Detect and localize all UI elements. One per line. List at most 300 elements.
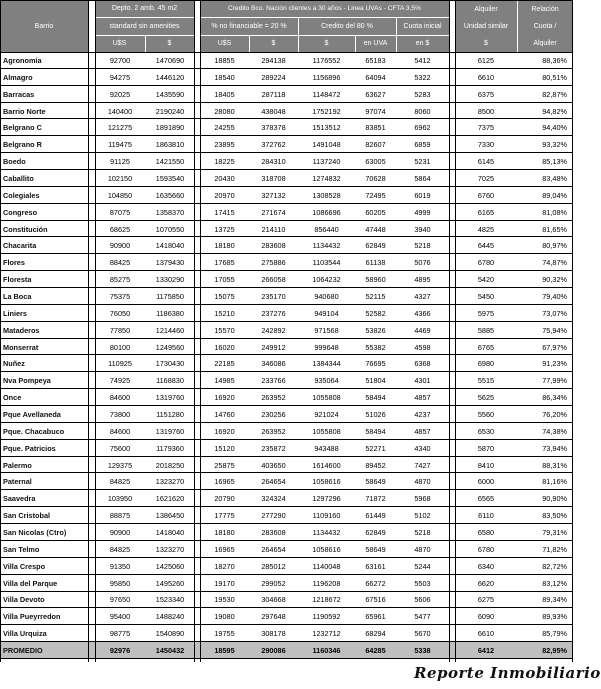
cuota-inicial: 5218	[414, 528, 431, 537]
price-ars: 1863810	[155, 140, 185, 150]
price-ars: 1593540	[155, 173, 185, 183]
alquiler: 6565	[477, 494, 495, 504]
header-divider	[145, 35, 146, 52]
header-depto-subtitle: standard sin amenities	[109, 23, 180, 30]
price-usd: 121275	[107, 123, 133, 133]
barrio-name: Pque. Patricios	[3, 443, 56, 453]
cuota-inicial: 5231	[414, 157, 431, 167]
barrio-name: San Cristobal	[3, 511, 51, 521]
column-rule	[194, 0, 195, 662]
price-ars: 1179360	[156, 443, 184, 453]
alquiler: 8500	[477, 106, 495, 116]
price-usd: 91125	[110, 157, 130, 167]
cuota-inicial: 4237	[414, 409, 431, 419]
table-row	[0, 440, 573, 457]
price-usd: 88875	[109, 511, 131, 521]
column-rule	[0, 0, 1, 662]
header-relacion-line1: Relación	[531, 6, 559, 13]
credito-ars: 1160346	[312, 646, 341, 656]
price-usd: 103950	[107, 494, 133, 504]
anticipo-usd: 17685	[214, 258, 235, 268]
table-row	[0, 490, 573, 507]
credito-ars: 1137240	[312, 157, 341, 167]
anticipo-usd: 18180	[214, 241, 235, 251]
relacion: 89,04%	[542, 190, 567, 200]
header-credito-bg	[200, 0, 449, 52]
alquiler: 6340	[477, 561, 495, 571]
credito-uva: 64285	[365, 646, 386, 656]
cuota-inicial: 5076	[414, 258, 431, 268]
price-ars: 1891890	[155, 123, 185, 133]
barrio-name: La Boca	[3, 291, 32, 301]
credito-uva: 53826	[365, 325, 386, 335]
price-ars: 1418040	[155, 241, 185, 251]
price-usd: 84825	[109, 544, 131, 554]
cuota-inicial: 4999	[414, 207, 431, 217]
anticipo-ars: 249912	[261, 342, 286, 352]
credito-uva: 62849	[365, 528, 386, 537]
relacion: 83,50%	[542, 511, 567, 521]
price-usd: 87075	[109, 207, 131, 217]
barrio-name: Pque Avellaneda	[3, 409, 61, 419]
table-row	[0, 474, 573, 491]
barrio-name: Chacarita	[3, 241, 37, 251]
column-rule	[200, 0, 201, 662]
credito-uva: 47448	[365, 224, 386, 234]
anticipo-usd: 19530	[214, 595, 235, 605]
credito-uva: 72495	[365, 190, 386, 200]
alquiler: 5420	[477, 275, 495, 285]
credito-uva: 60205	[365, 207, 386, 217]
credito-ars: 1058616	[312, 544, 341, 554]
table-row	[0, 389, 573, 406]
price-usd: 84600	[109, 393, 131, 403]
table-row	[0, 103, 573, 120]
price-ars: 1425060	[155, 561, 185, 571]
alquiler: 6610	[477, 72, 495, 82]
credito-uva: 61138	[365, 258, 386, 268]
price-ars: 1168830	[156, 376, 184, 386]
price-usd: 76050	[109, 308, 131, 318]
price-ars: 1175850	[156, 291, 184, 301]
credito-ars: 1384344	[312, 359, 341, 369]
header-no-financiable: % no financiable = 20 %	[211, 23, 287, 30]
price-usd: 94275	[109, 72, 131, 82]
header-alquiler-line2: Unidad similar	[463, 23, 509, 30]
credito-ars: 940680	[314, 291, 339, 301]
price-usd: 95850	[109, 578, 131, 588]
relacion: 82,95%	[542, 646, 567, 656]
table-row	[0, 119, 573, 136]
credito-ars: 1491048	[312, 140, 341, 150]
cuota-inicial: 5283	[414, 89, 431, 99]
alquiler: 8410	[477, 460, 495, 470]
alquiler: 6445	[477, 241, 495, 251]
credito-ars: 1196208	[312, 578, 341, 588]
credito-ars: 1134432	[312, 528, 341, 537]
price-usd: 129375	[107, 460, 133, 470]
credito-uva: 63005	[365, 157, 386, 167]
header-us2: U$S	[217, 40, 232, 47]
cuota-inicial: 4469	[414, 325, 431, 335]
price-ars: 1470690	[155, 55, 185, 65]
price-ars: 1186380	[156, 308, 184, 318]
header-divider	[517, 0, 518, 52]
alquiler: 6000	[477, 477, 495, 487]
table-row	[0, 86, 573, 103]
table-row	[0, 187, 573, 204]
relacion: 81,16%	[542, 477, 567, 487]
table-row	[0, 221, 573, 238]
relacion: 74,38%	[542, 426, 567, 436]
relacion: 94,40%	[542, 123, 567, 133]
credito-ars: 921024	[314, 409, 339, 419]
anticipo-usd: 19755	[214, 629, 235, 639]
credito-uva: 97074	[365, 106, 386, 116]
column-rule	[455, 0, 456, 662]
relacion: 83,12%	[542, 578, 567, 588]
credito-ars: 1513512	[312, 123, 341, 133]
credito-uva: 65183	[365, 55, 386, 65]
credito-ars: 1055808	[312, 426, 341, 436]
anticipo-ars: 230256	[261, 409, 286, 419]
alquiler: 6765	[477, 342, 495, 352]
header-credito-title: Credito Bco. Nación clientes a 30 años - Linea UVAs - CFTA 3,5%	[228, 5, 421, 12]
relacion: 75,94%	[542, 325, 567, 335]
credito-uva: 63627	[365, 89, 386, 99]
table-row	[0, 69, 573, 86]
anticipo-usd: 18405	[214, 89, 235, 99]
price-usd: 98775	[109, 629, 131, 639]
credito-uva: 83851	[365, 123, 386, 133]
price-ars: 1249560	[155, 342, 185, 352]
credito-uva: 55382	[365, 342, 386, 352]
relacion: 89,34%	[542, 595, 567, 605]
table-row	[0, 541, 573, 558]
anticipo-ars: 266058	[261, 275, 286, 285]
alquiler: 6530	[477, 426, 495, 436]
credito-uva: 52271	[365, 443, 386, 453]
alquiler: 5515	[477, 376, 495, 386]
credito-ars: 1156896	[312, 72, 341, 82]
price-usd: 84825	[109, 477, 131, 487]
relacion: 88,36%	[542, 55, 567, 65]
alquiler: 7375	[477, 123, 495, 133]
anticipo-ars: 271674	[261, 207, 286, 217]
credito-uva: 58494	[365, 393, 386, 403]
relacion: 83,48%	[542, 173, 567, 183]
anticipo-ars: 263952	[261, 393, 286, 403]
alquiler: 7025	[477, 173, 495, 183]
price-ars: 1495260	[155, 578, 185, 588]
cuota-inicial: 5322	[414, 72, 431, 82]
alquiler: 6375	[477, 89, 495, 99]
price-ars: 1488240	[155, 612, 185, 622]
credito-ars: 1109160	[312, 511, 341, 521]
credito-uva: 76695	[365, 359, 386, 369]
header-ars1: $	[167, 40, 172, 47]
header-alquiler-line1: Alquiler	[474, 6, 498, 13]
anticipo-usd: 18540	[214, 72, 235, 82]
table-row	[0, 423, 573, 440]
table-row	[0, 136, 573, 153]
cuota-inicial: 4598	[414, 342, 431, 352]
price-usd: 77850	[109, 325, 131, 335]
barrio-name: Colegiales	[3, 190, 40, 200]
header-relacion-line3: Alquiler	[533, 40, 557, 47]
price-ars: 1358370	[155, 207, 185, 217]
credito-ars: 1134432	[312, 241, 341, 251]
cuota-inicial: 4327	[414, 291, 431, 301]
credito-uva: 71872	[365, 494, 386, 504]
table-row	[0, 558, 573, 575]
relacion: 80,97%	[542, 241, 567, 251]
relacion: 88,31%	[542, 460, 567, 470]
anticipo-usd: 17415	[214, 207, 235, 217]
relacion: 79,40%	[542, 291, 567, 301]
anticipo-ars: 233766	[261, 376, 286, 386]
credito-ars: 1752192	[312, 106, 341, 116]
table-row	[0, 254, 573, 271]
cuota-inicial: 4857	[414, 426, 431, 436]
credito-ars: 1055808	[312, 393, 341, 403]
cuota-inicial: 4870	[414, 544, 431, 554]
price-ars: 1621620	[155, 494, 185, 504]
header-rule	[200, 35, 449, 36]
price-usd: 90900	[109, 528, 131, 537]
alquiler: 4825	[477, 224, 495, 234]
relacion: 79,31%	[542, 528, 567, 537]
anticipo-ars: 235872	[261, 443, 286, 453]
anticipo-usd: 18180	[214, 528, 235, 537]
credito-uva: 67516	[365, 595, 386, 605]
price-ars: 1421550	[155, 157, 185, 167]
barrio-name: Once	[3, 393, 22, 403]
anticipo-ars: 284310	[261, 157, 286, 167]
anticipo-usd: 13725	[214, 224, 235, 234]
anticipo-usd: 15570	[214, 325, 235, 335]
anticipo-ars: 327132	[261, 190, 286, 200]
credito-ars: 1308528	[312, 190, 341, 200]
price-ars: 1540890	[155, 629, 185, 639]
cuota-inicial: 4857	[414, 393, 431, 403]
anticipo-ars: 283608	[261, 528, 286, 537]
anticipo-usd: 17055	[214, 275, 235, 285]
cuota-inicial: 5864	[414, 173, 431, 183]
anticipo-usd: 25875	[214, 460, 235, 470]
anticipo-usd: 16965	[214, 544, 235, 554]
barrio-name: Belgrano R	[3, 140, 42, 150]
anticipo-ars: 438048	[261, 106, 286, 116]
alquiler: 6780	[477, 258, 495, 268]
header-barrio: Barrio	[34, 22, 54, 30]
table-row	[0, 339, 573, 356]
price-ars: 1523340	[155, 595, 185, 605]
price-ars: 2190240	[155, 106, 185, 116]
cuota-inicial: 5412	[414, 55, 431, 65]
price-ars: 1435590	[155, 89, 185, 99]
credito-uva: 58649	[365, 544, 386, 554]
anticipo-usd: 28080	[214, 106, 235, 116]
anticipo-usd: 16920	[214, 393, 235, 403]
cuota-inicial: 5968	[414, 494, 431, 504]
barrio-name: Almagro	[3, 72, 33, 82]
barrio-name: Villa del Parque	[3, 578, 58, 588]
anticipo-ars: 242892	[261, 325, 286, 335]
price-usd: 92976	[109, 646, 131, 656]
credito-uva: 51026	[365, 409, 386, 419]
credito-uva: 70628	[365, 173, 386, 183]
table-row	[0, 575, 573, 592]
header-rule	[200, 17, 449, 18]
anticipo-usd: 20790	[214, 494, 235, 504]
relacion: 81,08%	[542, 207, 567, 217]
alquiler: 7330	[477, 140, 495, 150]
alquiler: 5885	[477, 325, 495, 335]
credito-uva: 63161	[365, 561, 386, 571]
credito-uva: 89452	[365, 460, 386, 470]
barrio-name: Villa Crespo	[3, 561, 46, 571]
anticipo-usd: 19170	[214, 578, 235, 588]
relacion: 93,32%	[542, 140, 567, 150]
credito-ars: 1103544	[312, 258, 341, 268]
credito-ars: 1064232	[312, 275, 341, 285]
anticipo-usd: 18855	[214, 55, 235, 65]
anticipo-ars: 346086	[261, 359, 286, 369]
barrio-name: Boedo	[3, 157, 26, 167]
credito-ars: 1614600	[312, 460, 341, 470]
anticipo-usd: 23895	[214, 140, 235, 150]
header-rule	[95, 17, 194, 18]
alquiler: 5625	[477, 393, 495, 403]
table-top-rule	[0, 0, 573, 1]
cuota-inicial: 4340	[414, 443, 431, 453]
barrio-name: Agronomía	[3, 55, 42, 65]
relacion: 89,93%	[542, 612, 567, 622]
column-rule	[449, 0, 450, 662]
price-ars: 1319760	[155, 393, 185, 403]
cuota-inicial: 7427	[414, 460, 431, 470]
barrio-name: Villa Devoto	[3, 595, 45, 605]
anticipo-ars: 283608	[261, 241, 286, 251]
alquiler: 5975	[477, 308, 495, 318]
barrio-name: Liniers	[3, 308, 27, 318]
credito-uva: 58649	[365, 477, 386, 487]
table-row	[0, 524, 573, 541]
relacion: 90,32%	[542, 275, 567, 285]
anticipo-ars: 277290	[261, 511, 286, 521]
credito-ars: 943488	[314, 443, 339, 453]
alquiler: 6780	[477, 544, 495, 554]
anticipo-usd: 15075	[214, 291, 235, 301]
table-row	[0, 406, 573, 423]
barrio-name: Pque. Chacabuco	[3, 426, 65, 436]
header-divider	[298, 17, 299, 52]
barrio-name: San Telmo	[3, 544, 40, 554]
table-row	[0, 322, 573, 339]
credito-ars: 1148472	[312, 89, 341, 99]
cuota-inicial: 4895	[414, 275, 431, 285]
price-ars: 1450432	[155, 646, 185, 656]
anticipo-ars: 318708	[261, 173, 286, 183]
anticipo-ars: 264654	[261, 544, 286, 554]
price-ars: 1070550	[155, 224, 185, 234]
anticipo-usd: 15210	[214, 308, 235, 318]
anticipo-usd: 19080	[214, 612, 235, 622]
barrio-name: Mataderos	[3, 325, 40, 335]
header-cuota-line1: Cuota inicial	[403, 23, 442, 30]
table-row	[0, 305, 573, 322]
anticipo-ars: 285012	[261, 561, 286, 571]
credito-uva: 52115	[365, 291, 386, 301]
credito-uva: 58960	[365, 275, 386, 285]
alquiler: 6580	[477, 528, 495, 537]
anticipo-ars: 403650	[261, 460, 286, 470]
alquiler: 6620	[477, 578, 495, 588]
price-usd: 80100	[109, 342, 131, 352]
price-ars: 1323270	[155, 544, 185, 554]
cuota-inicial: 4366	[414, 308, 431, 318]
relacion: 85,13%	[542, 157, 567, 167]
anticipo-ars: 275886	[261, 258, 286, 268]
cuota-inicial: 8060	[414, 106, 431, 116]
barrio-name: Nva Pompeya	[3, 376, 51, 386]
barrio-name: Paternal	[3, 477, 32, 487]
anticipo-usd: 18595	[214, 646, 235, 656]
cuota-inicial: 5670	[414, 629, 431, 639]
header-divider	[396, 17, 397, 52]
relacion: 80,51%	[542, 72, 567, 82]
price-ars: 1730430	[155, 359, 185, 369]
cuota-inicial: 3940	[414, 224, 431, 234]
anticipo-usd: 15120	[214, 443, 235, 453]
table-row	[0, 625, 573, 642]
credito-uva: 65961	[365, 612, 386, 622]
price-usd: 68625	[109, 224, 131, 234]
table-row	[0, 52, 573, 69]
price-usd: 84600	[109, 426, 131, 436]
relacion: 91,23%	[542, 359, 567, 369]
header-relacion-line2: Cuota /	[533, 23, 557, 30]
anticipo-ars: 299052	[261, 578, 286, 588]
barrio-name: Flores	[3, 258, 25, 268]
price-usd: 92025	[109, 89, 131, 99]
credito-uva: 68294	[365, 629, 386, 639]
credito-uva: 66272	[365, 578, 386, 588]
anticipo-ars: 263952	[261, 426, 286, 436]
barrio-name: Villa Urquiza	[3, 629, 47, 639]
price-ars: 1635660	[155, 190, 185, 200]
credito-ars: 1190592	[312, 612, 341, 622]
credito-uva: 64094	[365, 72, 386, 82]
anticipo-ars: 214110	[261, 224, 286, 234]
cuota-inicial: 4301	[414, 376, 431, 386]
relacion: 82,72%	[542, 561, 567, 571]
price-usd: 92700	[109, 55, 131, 65]
price-usd: 75600	[109, 443, 131, 453]
relacion: 67,97%	[542, 342, 567, 352]
price-usd: 102150	[107, 173, 133, 183]
price-usd: 104850	[107, 190, 133, 200]
credito-uva: 51804	[365, 376, 386, 386]
cuota-inicial: 5218	[414, 241, 431, 251]
header-alquiler-line3: $	[484, 40, 488, 47]
credito-ars: 971568	[314, 325, 339, 335]
barrio-name: Caballito	[3, 173, 34, 183]
table-row	[0, 204, 573, 221]
price-ars: 1319760	[155, 426, 185, 436]
header-ars2: $	[271, 40, 276, 47]
